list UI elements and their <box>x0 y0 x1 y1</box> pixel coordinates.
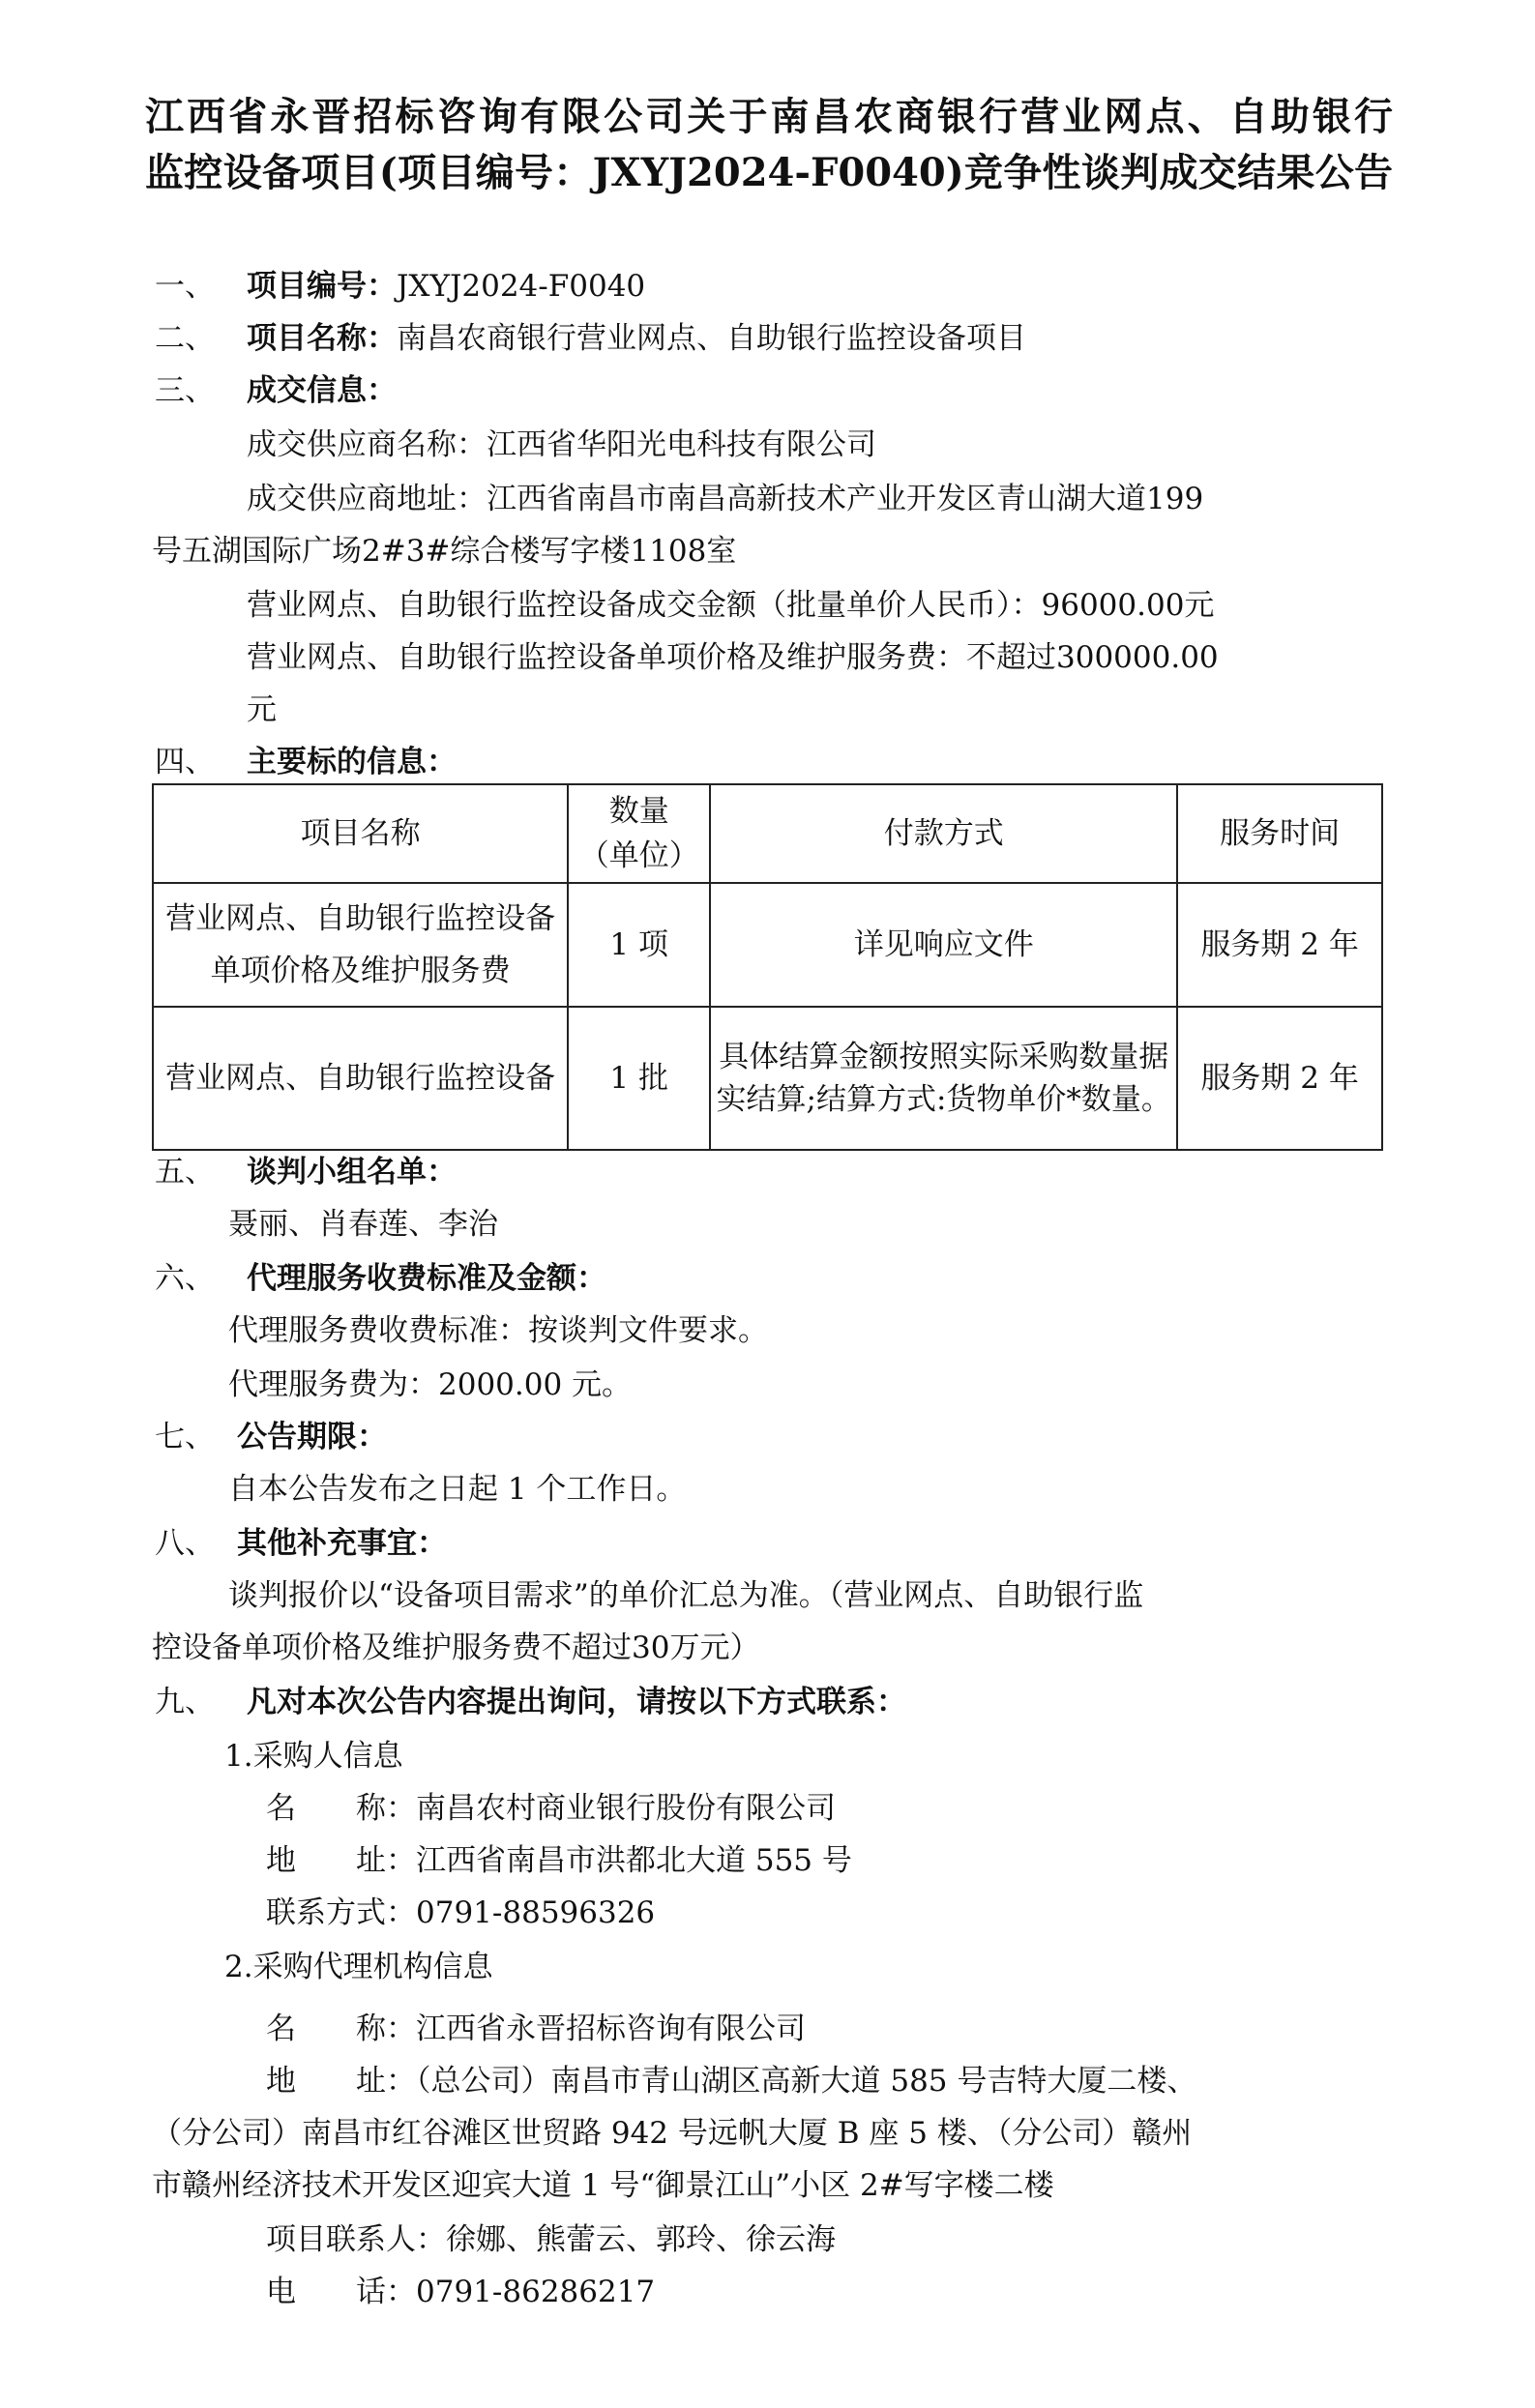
cell-payment: 具体结算金额按照实际采购数量据实结算;结算方式:货物单价*数量。 <box>710 1007 1177 1150</box>
project-number: JXYJ2024-F0040 <box>397 269 646 304</box>
deal-amount: 营业网点、自助银行监控设备成交金额（批量单价人民币）：96000.00元 <box>247 588 1215 623</box>
table-row <box>153 1007 1382 1150</box>
agency-heading: 2.采购代理机构信息 <box>224 1950 493 1984</box>
supplier-address-line-1: 成交供应商地址：江西省南昌市南昌高新技术产业开发区青山湖大道199 <box>247 482 1204 516</box>
section-9-number: 九、 <box>155 1685 215 1719</box>
section-4-number: 四、 <box>155 745 215 779</box>
buyer-contact-label: 联系方式： <box>266 1895 416 1930</box>
section-8-number: 八、 <box>155 1526 215 1561</box>
title-line-1: 江西省永晋招标咨询有限公司关于南昌农商银行营业网点、自助银行 <box>145 94 1393 139</box>
agency-address-line-3: 市赣州经济技术开发区迎宾大道 1 号“御景江山”小区 2#写字楼二楼 <box>152 2168 1054 2203</box>
table-header-row <box>153 784 1382 883</box>
section-1-label: 项目编号： <box>247 269 397 304</box>
header-quantity: 数量 （单位） <box>568 784 710 883</box>
subject-info-table <box>152 783 1383 1151</box>
supplementary-line-2: 控设备单项价格及维护服务费不超过30万元） <box>152 1630 760 1665</box>
agency-name <box>266 2010 806 2048</box>
section-5-number: 五、 <box>155 1155 215 1189</box>
service-fee-line-2: 元 <box>247 692 277 727</box>
supplementary-line-1: 谈判报价以“设备项目需求”的单价汇总为准。（营业网点、自助银行监 <box>228 1578 1144 1613</box>
buyer-name-label: 名 称： <box>266 1791 416 1826</box>
cell-service-time: 服务期 2 年 <box>1177 883 1382 1007</box>
notice-period: 自本公告发布之日起 1 个工作日。 <box>228 1472 687 1507</box>
agency-contact-person-label: 项目联系人： <box>266 2222 446 2257</box>
cell-quantity: 1 项 <box>568 883 710 1007</box>
buyer-address-label: 地 址： <box>266 1843 416 1878</box>
agency-address-line-2: （分公司）南昌市红谷滩区世贸路 942 号远帆大厦 B 座 5 楼、（分公司）赣州 <box>152 2116 1193 2151</box>
section-3-label: 成交信息： <box>247 373 397 408</box>
section-6-label: 代理服务收费标准及金额： <box>247 1261 606 1296</box>
section-7-label: 公告期限： <box>237 1420 387 1454</box>
agency-phone <box>266 2273 655 2311</box>
section-2-label: 项目名称： <box>247 321 397 356</box>
agency-contact-person-value: 徐娜、熊蕾云、郭玲、徐云海 <box>446 2222 836 2257</box>
buyer-name <box>266 1789 836 1828</box>
supplier-name: 成交供应商名称：江西省华阳光电科技有限公司 <box>247 427 876 462</box>
section-1-number: 一、 <box>155 269 215 304</box>
panel-members: 聂丽、肖春莲、李治 <box>228 1207 498 1242</box>
project-name: 南昌农商银行营业网点、自助银行监控设备项目 <box>397 321 1026 356</box>
agency-address-value-1: （总公司）南昌市青山湖区高新大道 585 号吉特大厦二楼、 <box>416 2064 1197 2099</box>
section-1 <box>247 267 645 306</box>
agency-fee-standard: 代理服务费收费标准：按谈判文件要求。 <box>228 1313 768 1348</box>
supplier-address-line-2: 号五湖国际广场2#3#综合楼写字楼1108室 <box>152 534 737 569</box>
section-5-label: 谈判小组名单： <box>247 1155 457 1189</box>
section-3-number: 三、 <box>155 373 215 408</box>
agency-contact-person <box>266 2220 836 2259</box>
header-item-name: 项目名称 <box>153 784 568 883</box>
header-payment: 付款方式 <box>710 784 1177 883</box>
section-4-label: 主要标的信息： <box>247 745 457 779</box>
cell-payment: 详见响应文件 <box>710 883 1177 1007</box>
buyer-address-value: 江西省南昌市洪都北大道 555 号 <box>416 1843 852 1878</box>
agency-name-label: 名 称： <box>266 2012 416 2046</box>
agency-fee-amount: 代理服务费为：2000.00 元。 <box>228 1367 633 1402</box>
section-8-label: 其他补充事宜： <box>237 1526 447 1561</box>
section-2 <box>247 319 1026 358</box>
page-title <box>145 89 1393 201</box>
section-2-number: 二、 <box>155 321 215 356</box>
service-fee-line-1: 营业网点、自助银行监控设备单项价格及维护服务费：不超过300000.00 <box>247 640 1219 675</box>
table-row <box>153 883 1382 1007</box>
buyer-contact-value: 0791-88596326 <box>416 1895 656 1930</box>
cell-quantity: 1 批 <box>568 1007 710 1150</box>
agency-address-line-1 <box>266 2062 1196 2100</box>
buyer-contact <box>266 1894 655 1932</box>
agency-phone-value: 0791-86286217 <box>416 2275 656 2309</box>
buyer-name-value: 南昌农村商业银行股份有限公司 <box>416 1791 836 1826</box>
agency-phone-label: 电 话： <box>266 2275 416 2309</box>
section-6-number: 六、 <box>155 1261 215 1296</box>
cell-item-name: 营业网点、自助银行监控设备 <box>153 1007 568 1150</box>
section-9-label: 凡对本次公告内容提出询问，请按以下方式联系： <box>247 1685 906 1719</box>
buyer-heading: 1.采购人信息 <box>224 1739 403 1774</box>
cell-service-time: 服务期 2 年 <box>1177 1007 1382 1150</box>
section-7-number: 七、 <box>155 1420 215 1454</box>
header-service-time: 服务时间 <box>1177 784 1382 883</box>
agency-address-label: 地 址： <box>266 2064 416 2099</box>
title-line-2: 监控设备项目(项目编号：JXYJ2024-F0040)竞争性谈判成交结果公告 <box>145 150 1393 195</box>
cell-item-name: 营业网点、自助银行监控设备单项价格及维护服务费 <box>153 883 568 1007</box>
buyer-address <box>266 1841 852 1880</box>
agency-name-value: 江西省永晋招标咨询有限公司 <box>416 2012 806 2046</box>
